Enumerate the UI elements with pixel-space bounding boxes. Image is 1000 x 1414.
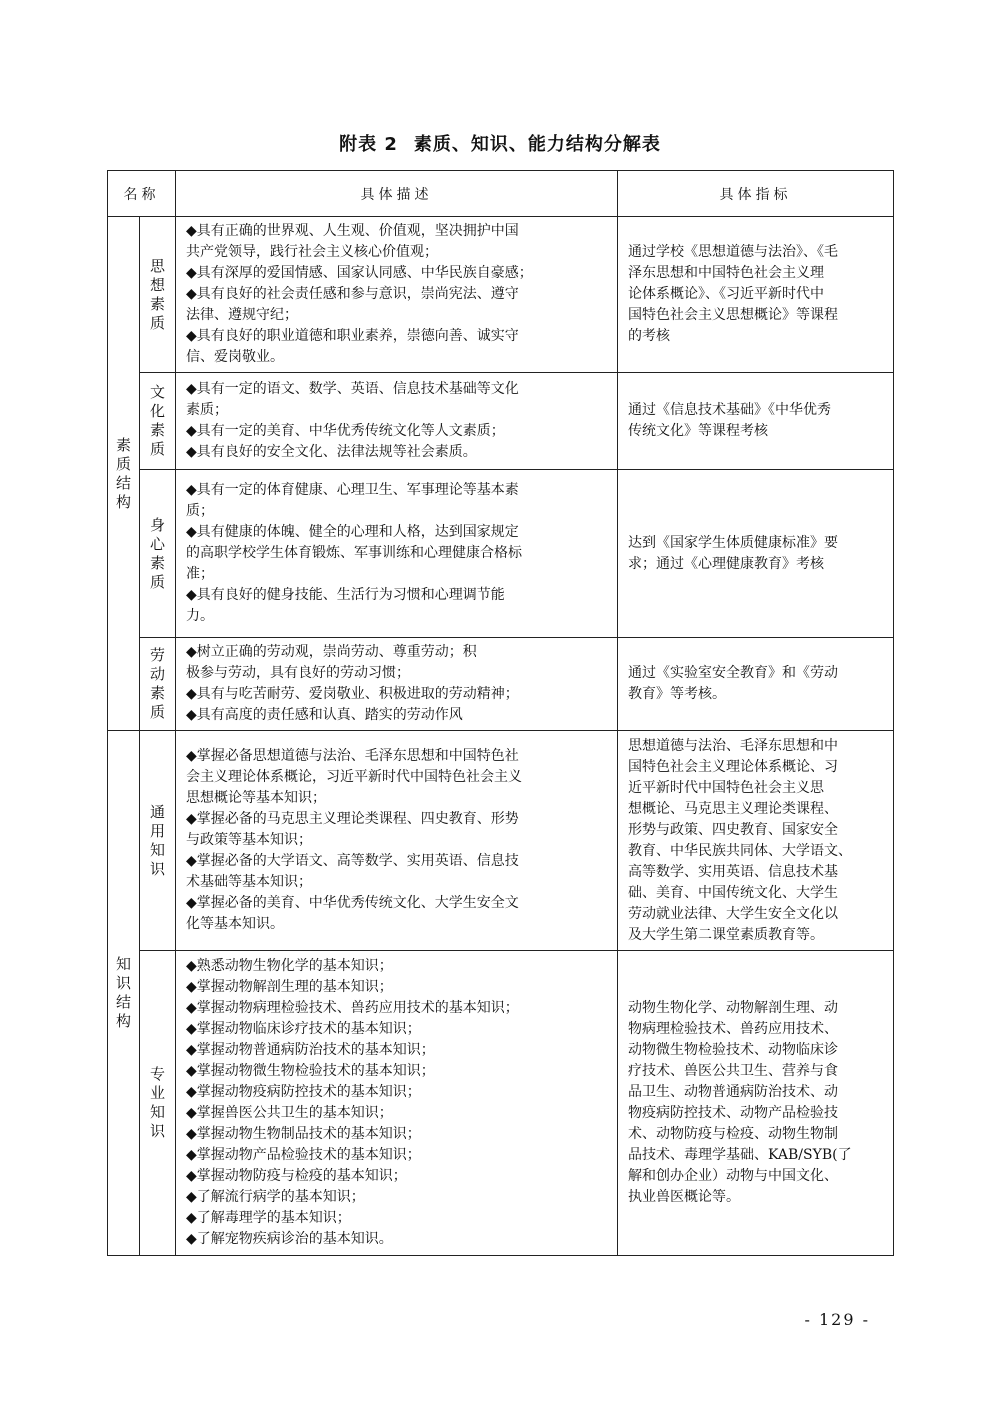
header-name: 名称 xyxy=(108,171,176,217)
table-row xyxy=(108,217,894,373)
row-indicator: 达到《国家学生体质健康标准》要 求；通过《心理健康教育》考核 xyxy=(618,470,894,638)
row-indicator: 思想道德与法治、毛泽东思想和中 国特色社会主义理论体系概论、习 近平新时代中国特色社会主义思 想概论、马克思主义理论类课程、 形势与政策、四史教育、国家安全 教育、中华民族共同体、大学语文、 高等数学、实用英语、信息技术基 础、美育、中国传统文化、大学生 劳动就业法律、大学生安全文化以 及大学生第二课堂素质教育等。 xyxy=(618,731,894,951)
row-indicator: 通过《信息技术基础》《中华优秀 传统文化》等课程考核 xyxy=(618,373,894,470)
table-row xyxy=(108,731,894,951)
header-indicator: 具体指标 xyxy=(618,171,894,217)
page-title xyxy=(0,130,1000,156)
table-title-text: 素质、知识、能力结构分解表 xyxy=(413,134,661,155)
header-description: 具体描述 xyxy=(176,171,618,217)
table-number: 附表 2 xyxy=(339,134,398,155)
row-label: 文化素质 xyxy=(140,373,176,470)
row-label: 身心素质 xyxy=(140,470,176,638)
row-label: 专业知识 xyxy=(140,951,176,1256)
row-label: 思想素质 xyxy=(140,217,176,373)
group-label: 知识结构 xyxy=(108,731,140,1256)
row-description: ◆熟悉动物生物化学的基本知识； ◆掌握动物解剖生理的基本知识； ◆掌握动物病理检验技术、兽药应用技术的基本知识； ◆掌握动物临床诊疗技术的基本知识； ◆掌握动物普通病防治技术的基本知识； ◆掌握动物微生物检验技术的基本知识； ◆掌握动物疫病防控技术的基本知识； ◆掌握兽医公共卫生的基本知识； ◆掌握动物生物制品技术的基本知识； ◆掌握动物产品检验技术的基本知识； ◆掌握动物防疫与检疫的基本知识； ◆了解流行病学的基本知识； ◆了解毒理学的基本知识； ◆了解宠物疾病诊治的基本知识。 xyxy=(176,951,618,1256)
row-label: 通用知识 xyxy=(140,731,176,951)
row-indicator: 通过《实验室安全教育》和《劳动 教育》等考核。 xyxy=(618,638,894,731)
row-description: ◆树立正确的劳动观，崇尚劳动、尊重劳动；积 极参与劳动，具有良好的劳动习惯； ◆具有与吃苦耐劳、爱岗敬业、积极进取的劳动精神； ◆具有高度的责任感和认真、踏实的劳动作风 xyxy=(176,638,618,731)
row-description: ◆掌握必备思想道德与法治、毛泽东思想和中国特色社 会主义理论体系概论，习近平新时代中国特色社会主义 思想概论等基本知识； ◆掌握必备的马克思主义理论类课程、四史教育、形势 与政策等基本知识； ◆掌握必备的大学语文、高等数学、实用英语、信息技 术基础等基本知识； ◆掌握必备的美育、中华优秀传统文化、大学生安全文 化等基本知识。 xyxy=(176,731,618,951)
group-label: 素质结构 xyxy=(108,217,140,731)
table-row xyxy=(108,470,894,638)
table-row xyxy=(108,373,894,470)
header-row xyxy=(108,171,894,217)
row-description: ◆具有一定的语文、数学、英语、信息技术基础等文化 素质； ◆具有一定的美育、中华优秀传统文化等人文素质； ◆具有良好的安全文化、法律法规等社会素质。 xyxy=(176,373,618,470)
row-indicator: 通过学校《思想道德与法治》、《毛 泽东思想和中国特色社会主义理 论体系概论》、《习近平新时代中 国特色社会主义思想概论》等课程 的考核 xyxy=(618,217,894,373)
row-indicator: 动物生物化学、动物解剖生理、动 物病理检验技术、兽药应用技术、 动物微生物检验技术、动物临床诊 疗技术、兽医公共卫生、营养与食 品卫生、动物普通病防治技术、动 物疫病防控技术、动物产品检验技 术、动物防疫与检疫、动物生物制 品技术、毒理学基础、KAB/SYB(了 解和创办企业）动物与中国文化、 执业兽医概论等。 xyxy=(618,951,894,1256)
structure-table xyxy=(107,170,894,1256)
row-label: 劳动素质 xyxy=(140,638,176,731)
table-row xyxy=(108,951,894,1256)
row-description: ◆具有正确的世界观、人生观、价值观，坚决拥护中国 共产党领导，践行社会主义核心价值观； ◆具有深厚的爱国情感、国家认同感、中华民族自豪感； ◆具有良好的社会责任感和参与意识，崇尚宪法、遵守 法律、遵规守纪； ◆具有良好的职业道德和职业素养，崇德向善、诚实守 信、爱岗敬业。 xyxy=(176,217,618,373)
table-row xyxy=(108,638,894,731)
row-description: ◆具有一定的体育健康、心理卫生、军事理论等基本素 质； ◆具有健康的体魄、健全的心理和人格，达到国家规定 的高职学校学生体育锻炼、军事训练和心理健康合格标 准； ◆具有良好的健身技能、生活行为习惯和心理调节能 力。 xyxy=(176,470,618,638)
page-number: - 129 - xyxy=(804,1310,870,1329)
